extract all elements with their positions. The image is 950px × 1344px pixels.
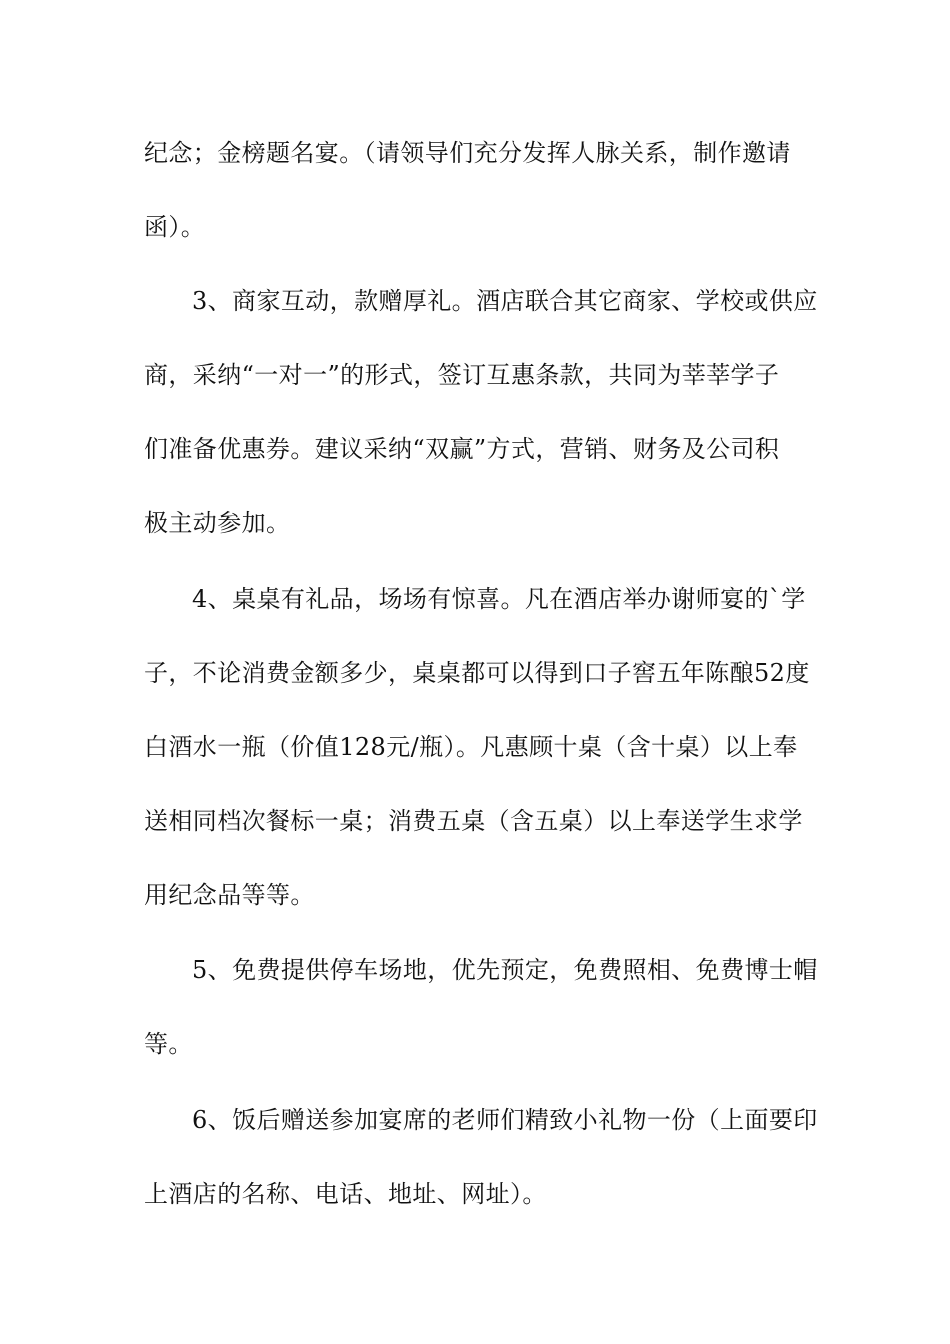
text-line: 纪念；金榜题名宴。（请领导们充分发挥人脉关系，制作邀请	[144, 139, 791, 167]
text-line: 送相同档次餐标一桌；消费五桌（含五桌）以上奉送学生求学	[144, 807, 803, 835]
text-line: 们准备优惠券。建议采纳“双赢”方式，营销、财务及公司积	[144, 435, 780, 463]
paragraph-6-start: 6、饭后赠送参加宴席的老师们精致小礼物一份（上面要印	[192, 1106, 818, 1134]
paragraph-5-start: 5、免费提供停车场地，优先预定，免费照相、免费博士帽	[192, 956, 818, 984]
text-line: 上酒店的名称、电话、地址、网址）。	[144, 1180, 547, 1208]
text-line: 商，采纳“一对一”的形式，签订互惠条款，共同为莘莘学子	[144, 361, 780, 389]
paragraph-4-start: 4、桌桌有礼品，场场有惊喜。凡在酒店举办谢师宴的`学	[192, 585, 806, 613]
paragraph-3-start: 3、商家互动，款赠厚礼。酒店联合其它商家、学校或供应	[192, 287, 818, 315]
text-line: 白酒水一瓶（价值128元/瓶）。凡惠顾十桌（含十桌）以上奉	[144, 733, 798, 761]
text-line: 函）。	[144, 213, 206, 241]
text-line: 极主动参加。	[144, 509, 291, 537]
text-line: 等。	[144, 1030, 193, 1058]
text-line: 子，不论消费金额多少，桌桌都可以得到口子窖五年陈酿52度	[144, 659, 810, 687]
text-line: 用纪念品等等。	[144, 881, 315, 909]
